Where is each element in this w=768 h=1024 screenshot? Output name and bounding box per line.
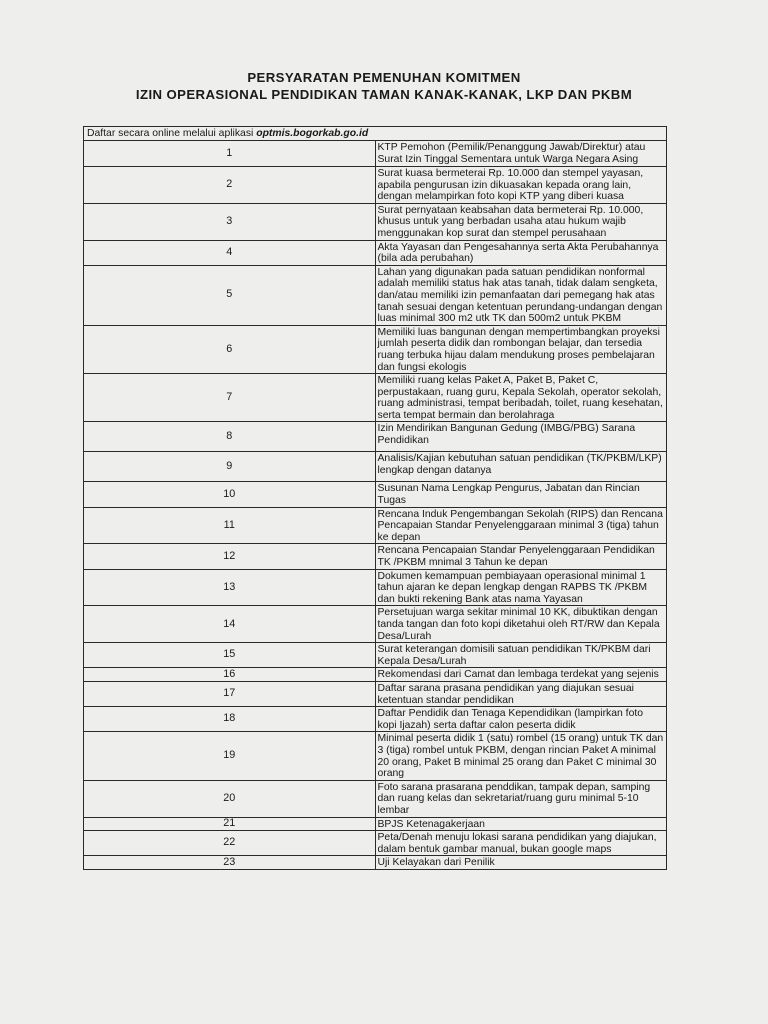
- table-row: [84, 507, 667, 544]
- document-subtitle: IZIN OPERASIONAL PENDIDIKAN TAMAN KANAK-KANAK, LKP DAN PKBM: [135, 87, 633, 102]
- requirement-text: Analisis/Kajian kebutuhan satuan pendidikan (TK/PKBM/LKP) lengkap dengan datanya: [375, 452, 667, 482]
- table-row: [84, 732, 667, 780]
- row-number: 7: [84, 374, 376, 422]
- requirement-text: Lahan yang digunakan pada satuan pendidikan nonformal adalah memiliki status hak atas tanah, tidak dalam sengketa, dan/atau memiliki izin pemanfaatan dari pemegang hak atas tanah sesuai dengan ketentuan perundang-undangan dengan luas minimal 300 m2 utk TK dan 500m2 untuk PKBM: [375, 265, 667, 325]
- table-row: [84, 643, 667, 668]
- table-row: [84, 422, 667, 452]
- requirement-text: Rekomendasi dari Camat dan lembaga terdekat yang sejenis: [375, 668, 667, 682]
- requirement-text: Uji Kelayakan dari Penilik: [375, 856, 667, 870]
- row-number: 10: [84, 482, 376, 507]
- requirement-text: Daftar Pendidik dan Tenaga Kependidikan (lampirkan foto kopi Ijazah) serta daftar calon peserta didik: [375, 707, 667, 732]
- row-number: 14: [84, 606, 376, 643]
- row-number: 19: [84, 732, 376, 780]
- requirement-text: Minimal peserta didik 1 (satu) rombel (15 orang) untuk TK dan 3 (tiga) rombel untuk PKBM, dengan rincian Paket A minimal 20 orang, Paket B minimal 25 orang dan Paket C minimal 30 orang: [375, 732, 667, 780]
- table-row: [84, 707, 667, 732]
- row-number: 17: [84, 681, 376, 706]
- table-row: [84, 167, 667, 204]
- requirements-table: [83, 126, 667, 870]
- requirement-text: Foto sarana prasarana penddikan, tampak depan, samping dan ruang kelas dan sekretariat/ruang guru minimal 5-10 lembar: [375, 780, 667, 817]
- table-row: [84, 856, 667, 870]
- requirement-text: Akta Yayasan dan Pengesahannya serta Akta Perubahannya (bila ada perubahan): [375, 240, 667, 265]
- requirement-text: Surat keterangan domisili satuan pendidikan TK/PKBM dari Kepala Desa/Lurah: [375, 643, 667, 668]
- document-title: PERSYARATAN PEMENUHAN KOMITMEN: [247, 70, 521, 85]
- row-number: 8: [84, 422, 376, 452]
- requirement-text: Surat kuasa bermeterai Rp. 10.000 dan stempel yayasan, apabila pengurusan izin dikuasakan kepada orang lain, dengan melampirkan foto kopi KTP yang diberi kuasa: [375, 167, 667, 204]
- table-row: [84, 141, 667, 167]
- row-number: 6: [84, 325, 376, 373]
- requirement-text: KTP Pemohon (Pemilik/Penanggung Jawab/Direktur) atau Surat Izin Tinggal Sementara untuk Warga Negara Asing: [375, 141, 667, 167]
- header-text: Daftar secara online melalui aplikasi: [87, 127, 257, 139]
- row-number: 1: [84, 141, 376, 167]
- requirement-text: Daftar sarana prasana pendidikan yang diajukan sesuai ketentuan standar pendidikan: [375, 681, 667, 706]
- requirement-text: BPJS Ketenagakerjaan: [375, 817, 667, 831]
- requirement-text: Surat pernyataan keabsahan data bermeterai Rp. 10.000, khusus untuk yang berbadan usaha atau hukum wajib menggunakan kop surat dan stempel perusahaan: [375, 203, 667, 240]
- requirement-text: Peta/Denah menuju lokasi sarana pendidikan yang diajukan, dalam bentuk gambar manual, bukan google maps: [375, 831, 667, 856]
- row-number: 12: [84, 544, 376, 569]
- row-number: 5: [84, 265, 376, 325]
- row-number: 3: [84, 203, 376, 240]
- row-number: 18: [84, 707, 376, 732]
- row-number: 16: [84, 668, 376, 682]
- row-number: 20: [84, 780, 376, 817]
- table-row: [84, 265, 667, 325]
- table-row: [84, 780, 667, 817]
- row-number: 22: [84, 831, 376, 856]
- row-number: 9: [84, 452, 376, 482]
- row-number: 13: [84, 569, 376, 606]
- table-row: [84, 482, 667, 507]
- app-url: optmis.bogorkab.go.id: [256, 127, 369, 139]
- row-number: 21: [84, 817, 376, 831]
- requirement-text: Rencana Pencapaian Standar Penyelenggaraan Pendidikan TK /PKBM mnimal 3 Tahun ke depan: [375, 544, 667, 569]
- table-row: [84, 831, 667, 856]
- table-header-row: [84, 127, 667, 141]
- table-row: [84, 569, 667, 606]
- table-row: [84, 374, 667, 422]
- requirement-text: Susunan Nama Lengkap Pengurus, Jabatan dan Rincian Tugas: [375, 482, 667, 507]
- table-row: [84, 606, 667, 643]
- table-row: [84, 452, 667, 482]
- row-number: 15: [84, 643, 376, 668]
- requirement-text: Izin Mendirikan Bangunan Gedung (IMBG/PBG) Sarana Pendidikan: [375, 422, 667, 452]
- requirement-text: Rencana Induk Pengembangan Sekolah (RIPS) dan Rencana Pencapaian Standar Penyelenggaraan minimal 3 (tiga) tahun ke depan: [375, 507, 667, 544]
- requirement-text: Memiliki luas bangunan dengan mempertimbangkan proyeksi jumlah peserta didik dan rombongan belajar, dan tersedia ruang terbuka hijau dalam mendukung proses pembelajaran dan fungsi ekologis: [375, 325, 667, 373]
- table-row: [84, 203, 667, 240]
- table-row: [84, 817, 667, 831]
- requirement-text: Persetujuan warga sekitar minimal 10 KK, dibuktikan dengan tanda tangan dan foto kopi diketahui oleh RT/RW dan Kepala Desa/Lurah: [375, 606, 667, 643]
- table-row: [84, 240, 667, 265]
- table-row: [84, 668, 667, 682]
- table-row: [84, 325, 667, 373]
- requirement-text: Dokumen kemampuan pembiayaan operasional minimal 1 tahun ajaran ke depan lengkap dengan RAPBS TK /PKBM dan bukti rekening Bank atas nama Yayasan: [375, 569, 667, 606]
- row-number: 23: [84, 856, 376, 870]
- row-number: 11: [84, 507, 376, 544]
- requirement-text: Memiliki ruang kelas Paket A, Paket B, Paket C, perpustakaan, ruang guru, Kepala Sekolah, operator sekolah, ruang administrasi, tempat beribadah, toilet, ruang kesehatan, serta tempat bermain dan berolahraga: [375, 374, 667, 422]
- table-row: [84, 544, 667, 569]
- row-number: 2: [84, 167, 376, 204]
- header-cell: [84, 127, 667, 141]
- table-row: [84, 681, 667, 706]
- row-number: 4: [84, 240, 376, 265]
